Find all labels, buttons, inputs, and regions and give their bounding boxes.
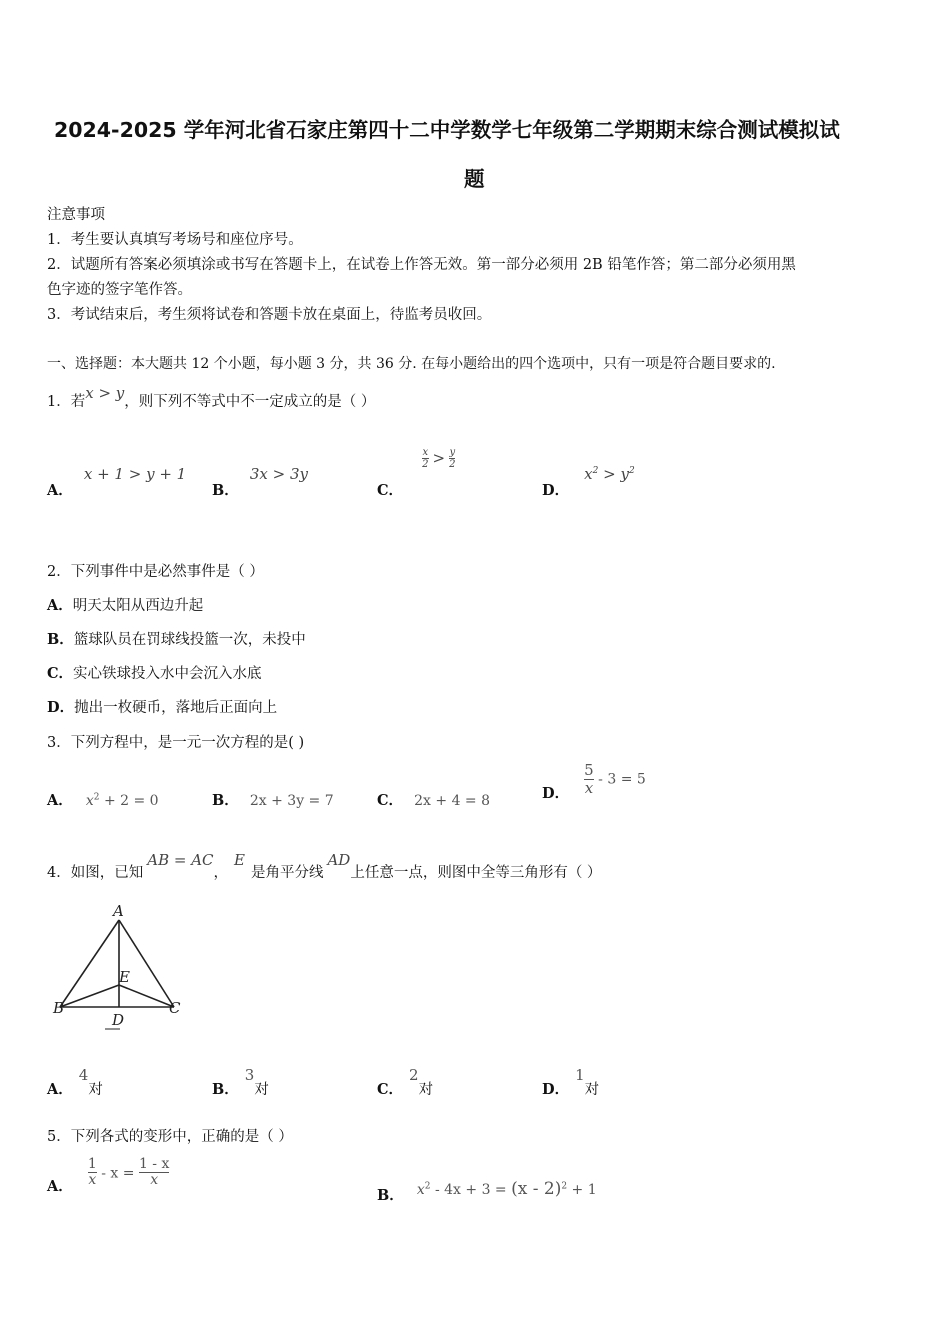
option-expr: x + 1 > y + 1 <box>83 465 187 483</box>
q2-option-a[interactable]: A．明天太阳从西边升起 <box>47 597 204 614</box>
math-expr: x > y <box>85 384 125 402</box>
option-label: C． <box>377 482 404 499</box>
q4-option-a[interactable]: A．4对 <box>47 1066 103 1098</box>
section-heading: 一、选择题：本大题共 12 个小题，每小题 3 分，共 36 分. 在每小题给出的四个选项中，只有一项是符合题目要求的. <box>47 356 776 372</box>
vertex-label-e: E <box>119 968 130 986</box>
math-expr: E <box>234 851 245 869</box>
q3-option-a[interactable] <box>47 789 159 810</box>
fraction: $\frac{1 - x}{x}$ <box>138 1156 170 1189</box>
fraction <box>449 447 455 470</box>
option-label: C． <box>377 792 404 809</box>
option-expr: $x^2 - 4x + 3 = (x - 2)^2 + 1$ <box>416 1179 597 1199</box>
triangle-figure <box>50 900 190 1035</box>
question-2: 2．下列事件中是必然事件是（ ） <box>47 564 264 580</box>
question-5: 5．下列各式的变形中，正确的是（ ） <box>47 1129 293 1145</box>
option-label: B． <box>212 792 239 809</box>
option-label: D． <box>542 482 570 499</box>
option-label: B． <box>212 482 239 499</box>
q5-option-a[interactable] <box>47 1156 170 1196</box>
option-expr: 2x + 4 = 8 <box>414 793 491 809</box>
notice-heading: 注意事项 <box>47 207 105 223</box>
notice-item: 2．试题所有答案必须填涂或书写在答题卡上，在试卷上作答无效。第一部分必须用 2B 铅笔作答；第二部分必须用黑 <box>47 257 796 273</box>
option-expr: $x^2 > y^2$ <box>584 465 635 483</box>
question-4: 4．如图，已知AB = AC，E是角平分线AD上任意一点，则图中全等三角形有（ ） <box>47 851 602 881</box>
option-label: B． <box>377 1187 404 1204</box>
option-expr-tail: - 3 = 5 <box>593 771 646 788</box>
question-1 <box>47 384 376 411</box>
option-expr: $x^2 + 2 = 0$ <box>85 792 159 809</box>
question-number: 1．若 <box>47 394 86 410</box>
option-label: A． <box>47 792 73 809</box>
option-label: D． <box>542 784 570 802</box>
q1-option-d[interactable] <box>542 463 635 499</box>
fraction <box>422 447 428 470</box>
notice-item: 色字迹的签字笔作答。 <box>47 282 192 298</box>
notice-item: 3．考试结束后，考生须将试卷和答题卡放在桌面上，待监考员收回。 <box>47 307 492 323</box>
question-text: ，则下列不等式中不一定成立的是（ ） <box>124 394 376 410</box>
option-label: A． <box>47 482 73 499</box>
vertex-label-d: D <box>112 1011 125 1029</box>
denominator: 2 <box>422 459 429 470</box>
vertex-label-a: A <box>113 902 124 920</box>
numerator: x <box>422 447 429 458</box>
q4-option-d[interactable]: D．1对 <box>542 1066 600 1098</box>
vertex-label-b: B <box>53 999 65 1017</box>
option-expr: 2x + 3y = 7 <box>249 793 334 809</box>
q2-option-c[interactable]: C．实心铁球投入水中会沉入水底 <box>47 665 262 682</box>
math-op: > <box>432 449 446 467</box>
option-expr: 3x > 3y <box>249 465 308 483</box>
q1-option-b[interactable] <box>212 463 308 499</box>
q3-option-c[interactable] <box>377 789 490 810</box>
numerator: y <box>449 447 456 458</box>
page-title-cont: 题 <box>464 167 485 191</box>
q2-option-b[interactable]: B．篮球队员在罚球线投篮一次，未投中 <box>47 631 306 648</box>
fraction: $\frac{5}{x}$ <box>584 761 594 797</box>
q4-option-c[interactable]: C．2对 <box>377 1066 434 1098</box>
q1-option-c[interactable] <box>377 447 456 499</box>
q3-option-d[interactable] <box>542 761 646 802</box>
notice-item: 1．考生要认真填写考场号和座位序号。 <box>47 232 303 248</box>
q4-option-b[interactable]: B．3对 <box>212 1066 269 1098</box>
fraction: $\frac{1}{x}$ <box>87 1156 97 1189</box>
option-label: A． <box>47 1178 73 1196</box>
vertex-label-c: C <box>169 999 181 1017</box>
q3-option-b[interactable] <box>212 789 334 810</box>
q2-option-d[interactable]: D．抛出一枚硬币，落地后正面向上 <box>47 699 278 716</box>
math-expr: AB = AC <box>147 851 214 869</box>
denominator: 2 <box>449 459 456 470</box>
question-3: 3．下列方程中，是一元一次方程的是( ) <box>47 735 305 751</box>
q1-option-a[interactable] <box>47 463 187 499</box>
math-expr: AD <box>327 851 351 869</box>
q5-option-b[interactable] <box>377 1178 597 1204</box>
math-expr: - x = <box>96 1165 139 1182</box>
page-title: 2024-2025 学年河北省石家庄第四十二中学数学七年级第二学期期末综合测试模拟试 <box>54 118 840 142</box>
